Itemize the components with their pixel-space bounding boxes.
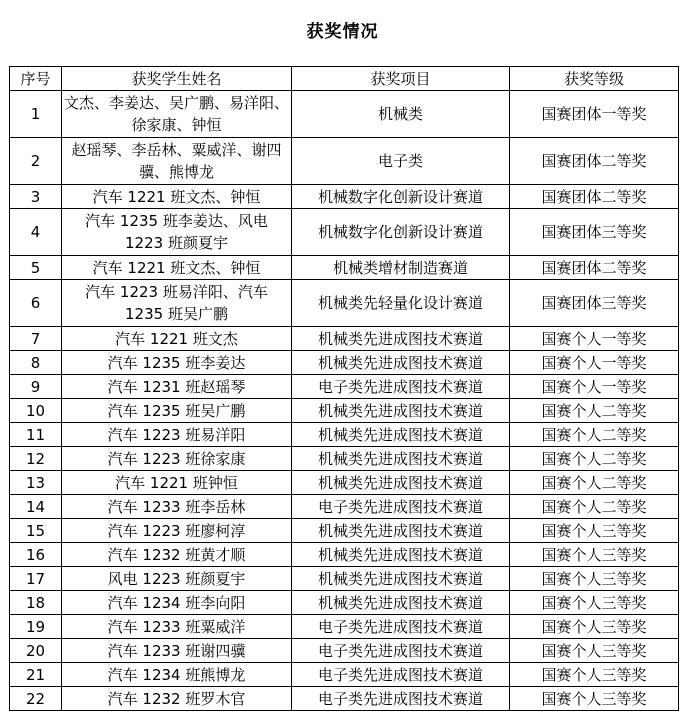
cell-award-project: 机械类先进成图技术赛道 xyxy=(292,519,510,543)
header-no: 序号 xyxy=(10,67,62,91)
table-row xyxy=(10,543,679,567)
cell-student-names: 汽车 1235 班李姜达 xyxy=(62,351,292,375)
cell-award-level: 国赛团体三等奖 xyxy=(510,209,679,256)
cell-no: 3 xyxy=(10,185,62,209)
cell-no: 18 xyxy=(10,591,62,615)
cell-no: 11 xyxy=(10,423,62,447)
cell-award-project: 机械类 xyxy=(292,91,510,138)
cell-award-level: 国赛个人三等奖 xyxy=(510,543,679,567)
cell-award-level: 国赛个人三等奖 xyxy=(510,615,679,639)
cell-award-project: 电子类 xyxy=(292,138,510,185)
cell-award-project: 机械类先轻量化设计赛道 xyxy=(292,280,510,327)
cell-no: 13 xyxy=(10,471,62,495)
cell-award-level: 国赛个人三等奖 xyxy=(510,567,679,591)
cell-award-project: 机械类先进成图技术赛道 xyxy=(292,399,510,423)
cell-award-level: 国赛个人二等奖 xyxy=(510,471,679,495)
table-row xyxy=(10,663,679,687)
table-row xyxy=(10,615,679,639)
cell-award-level: 国赛个人二等奖 xyxy=(510,399,679,423)
cell-award-level: 国赛团体一等奖 xyxy=(510,91,679,138)
cell-award-level: 国赛个人一等奖 xyxy=(510,351,679,375)
table-row xyxy=(10,471,679,495)
cell-award-level: 国赛个人一等奖 xyxy=(510,375,679,399)
cell-student-names: 汽车 1221 班文杰 xyxy=(62,327,292,351)
cell-award-level: 国赛个人二等奖 xyxy=(510,447,679,471)
table-row xyxy=(10,639,679,663)
table-row xyxy=(10,495,679,519)
cell-award-level: 国赛团体二等奖 xyxy=(510,256,679,280)
cell-no: 19 xyxy=(10,615,62,639)
header-award-level: 获奖等级 xyxy=(510,67,679,91)
cell-student-names: 汽车 1233 班粟威洋 xyxy=(62,615,292,639)
cell-student-names: 汽车 1221 班钟恒 xyxy=(62,471,292,495)
cell-award-project: 机械类先进成图技术赛道 xyxy=(292,327,510,351)
cell-student-names: 汽车 1231 班赵瑶琴 xyxy=(62,375,292,399)
cell-award-level: 国赛个人三等奖 xyxy=(510,519,679,543)
cell-award-project: 机械类先进成图技术赛道 xyxy=(292,471,510,495)
header-student-names: 获奖学生姓名 xyxy=(62,67,292,91)
cell-award-level: 国赛个人二等奖 xyxy=(510,495,679,519)
cell-award-project: 机械类增材制造赛道 xyxy=(292,256,510,280)
cell-student-names: 汽车 1223 班廖柯淳 xyxy=(62,519,292,543)
cell-award-level: 国赛团体二等奖 xyxy=(510,138,679,185)
table-row xyxy=(10,351,679,375)
table-row xyxy=(10,687,679,711)
table-row xyxy=(10,447,679,471)
cell-award-level: 国赛个人三等奖 xyxy=(510,639,679,663)
cell-award-project: 电子类先进成图技术赛道 xyxy=(292,495,510,519)
page-title: 获奖情况 xyxy=(306,22,379,42)
cell-student-names: 汽车 1221 班文杰、钟恒 xyxy=(62,185,292,209)
cell-award-level: 国赛个人三等奖 xyxy=(510,663,679,687)
table-row xyxy=(10,280,679,327)
cell-no: 16 xyxy=(10,543,62,567)
cell-no: 20 xyxy=(10,639,62,663)
cell-no: 8 xyxy=(10,351,62,375)
cell-no: 2 xyxy=(10,138,62,185)
cell-student-names: 汽车 1235 班李姜达、风电 1223 班颜夏宇 xyxy=(62,209,292,256)
cell-award-level: 国赛个人一等奖 xyxy=(510,327,679,351)
cell-student-names: 汽车 1223 班徐家康 xyxy=(62,447,292,471)
cell-student-names: 汽车 1223 班易洋阳 xyxy=(62,423,292,447)
table-row xyxy=(10,138,679,185)
table-header-row xyxy=(10,67,679,91)
cell-no: 21 xyxy=(10,663,62,687)
cell-no: 5 xyxy=(10,256,62,280)
cell-student-names: 汽车 1233 班谢四骥 xyxy=(62,639,292,663)
cell-no: 14 xyxy=(10,495,62,519)
cell-student-names: 汽车 1233 班李岳林 xyxy=(62,495,292,519)
table-row xyxy=(10,567,679,591)
cell-award-level: 国赛团体三等奖 xyxy=(510,280,679,327)
cell-award-level: 国赛个人三等奖 xyxy=(510,687,679,711)
cell-award-project: 机械类先进成图技术赛道 xyxy=(292,543,510,567)
cell-no: 9 xyxy=(10,375,62,399)
cell-no: 4 xyxy=(10,209,62,256)
cell-no: 7 xyxy=(10,327,62,351)
cell-award-project: 电子类先进成图技术赛道 xyxy=(292,663,510,687)
cell-student-names: 汽车 1221 班文杰、钟恒 xyxy=(62,256,292,280)
cell-award-project: 机械数字化创新设计赛道 xyxy=(292,209,510,256)
cell-award-project: 电子类先进成图技术赛道 xyxy=(292,375,510,399)
cell-no: 15 xyxy=(10,519,62,543)
table-row xyxy=(10,256,679,280)
cell-student-names: 汽车 1234 班李向阳 xyxy=(62,591,292,615)
cell-student-names: 汽车 1223 班易洋阳、汽车 1235 班吴广鹏 xyxy=(62,280,292,327)
cell-award-project: 电子类先进成图技术赛道 xyxy=(292,687,510,711)
cell-no: 17 xyxy=(10,567,62,591)
table-row xyxy=(10,423,679,447)
cell-student-names: 汽车 1235 班吴广鹏 xyxy=(62,399,292,423)
cell-no: 10 xyxy=(10,399,62,423)
table-body xyxy=(10,91,679,711)
cell-no: 22 xyxy=(10,687,62,711)
cell-no: 1 xyxy=(10,91,62,138)
awards-table xyxy=(9,66,679,711)
table-row xyxy=(10,185,679,209)
cell-award-level: 国赛团体二等奖 xyxy=(510,185,679,209)
cell-award-level: 国赛个人二等奖 xyxy=(510,423,679,447)
cell-award-project: 机械数字化创新设计赛道 xyxy=(292,185,510,209)
table-row xyxy=(10,375,679,399)
cell-student-names: 汽车 1232 班黄才顺 xyxy=(62,543,292,567)
header-award-project: 获奖项目 xyxy=(292,67,510,91)
cell-award-project: 机械类先进成图技术赛道 xyxy=(292,423,510,447)
cell-award-project: 电子类先进成图技术赛道 xyxy=(292,639,510,663)
cell-award-project: 机械类先进成图技术赛道 xyxy=(292,447,510,471)
cell-award-level: 国赛个人三等奖 xyxy=(510,591,679,615)
table-row xyxy=(10,91,679,138)
cell-award-project: 机械类先进成图技术赛道 xyxy=(292,351,510,375)
table-row xyxy=(10,209,679,256)
table-row xyxy=(10,591,679,615)
table-row xyxy=(10,519,679,543)
cell-no: 6 xyxy=(10,280,62,327)
cell-award-project: 机械类先进成图技术赛道 xyxy=(292,567,510,591)
table-row xyxy=(10,399,679,423)
cell-student-names: 汽车 1232 班罗木官 xyxy=(62,687,292,711)
table-row xyxy=(10,327,679,351)
cell-no: 12 xyxy=(10,447,62,471)
cell-student-names: 风电 1223 班颜夏宇 xyxy=(62,567,292,591)
cell-award-project: 机械类先进成图技术赛道 xyxy=(292,591,510,615)
cell-student-names: 文杰、李姜达、吴广鹏、易洋阳、徐家康、钟恒 xyxy=(62,91,292,138)
cell-student-names: 赵瑶琴、李岳林、粟威洋、谢四骥、熊博龙 xyxy=(62,138,292,185)
cell-student-names: 汽车 1234 班熊博龙 xyxy=(62,663,292,687)
cell-award-project: 电子类先进成图技术赛道 xyxy=(292,615,510,639)
